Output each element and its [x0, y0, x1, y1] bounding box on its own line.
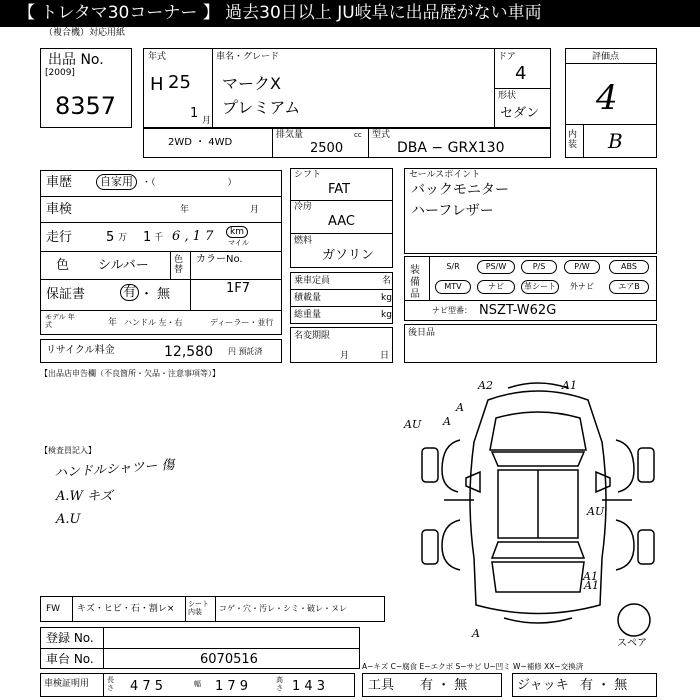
note-line-1: ハンドルシャツー 傷 [53, 457, 175, 482]
model-year-label: モデル 年式 [45, 313, 75, 329]
shape-label: 形状 [498, 91, 517, 101]
sales-label: セールスポイント [409, 170, 481, 180]
interior-label: 内装 [568, 130, 578, 150]
tools-value: 有 ・ 無 [420, 678, 468, 693]
warranty-no: ・ 無 [140, 287, 171, 302]
mark-a-rear: A [472, 627, 480, 640]
mark-a1-rear: A1 [584, 579, 599, 592]
chassis-label: 車台 No. [46, 652, 94, 666]
mileage-label: 走行 [46, 230, 73, 245]
warranty-yes: 有 [120, 284, 139, 301]
recycle-label: リサイクル料金 [46, 345, 115, 356]
color-no-label: カラーNo. [196, 254, 243, 265]
car-grade: プレミアム [222, 98, 301, 117]
mark-au-right: AU [587, 505, 605, 518]
aircon-value: AAC [328, 214, 355, 229]
equip-navi: ナビ [477, 280, 515, 294]
lot-number: 8357 [55, 92, 117, 120]
fw-text: キズ・ヒビ・石・割レ× [77, 604, 175, 614]
tools-label: 工具 [368, 678, 395, 693]
seat-text: コゲ・穴・汚レ・シミ・破レ・ヌレ [219, 604, 347, 613]
capacity-unit: 名 [382, 276, 392, 286]
equip-psw: PS/W [477, 260, 515, 274]
lot-label: 出品 No. [48, 52, 104, 68]
equip-abs: ABS [609, 260, 649, 274]
mileage-c: 6 ‚ 1 7 [172, 229, 214, 244]
history-value: 自家用 [96, 174, 137, 190]
mileage-mile: マイル [228, 239, 249, 247]
navi-value: NSZT-W62G [479, 303, 557, 318]
equip-ext-navi: 外ナビ [564, 280, 600, 294]
score-value: 4 [596, 78, 618, 118]
equipment-label: 装備品 [410, 265, 420, 300]
load-unit: kg [381, 293, 392, 303]
inspection-month: 月 [250, 205, 260, 215]
load-label: 積載量 [294, 293, 322, 303]
mark-a1-right: A1 [583, 570, 598, 583]
warranty-label: 保証書 [46, 287, 86, 302]
note-line-2: A.W キズ [56, 489, 113, 504]
jack-value: 有 ・ 無 [580, 678, 628, 693]
score-label: 評価点 [592, 52, 620, 62]
sales-point-2: ハーフレザー [411, 203, 494, 219]
equip-pw: P/W [564, 260, 600, 274]
recycle-unit: 円 預託済 [228, 347, 263, 356]
later-items-box [404, 324, 657, 363]
equip-ps: P/S [521, 260, 557, 274]
history-rest: ・（ ） [142, 178, 237, 188]
aircon-label: 冷房 [294, 202, 313, 212]
seat-label: シート 内装 [188, 600, 209, 616]
name-change-label: 名変期限 [294, 331, 331, 341]
mileage-b: 1 [143, 230, 152, 245]
length-label: 長さ [107, 676, 114, 692]
year-value: 25 [168, 72, 191, 93]
model-label: 型式 [372, 130, 391, 140]
interior-value: B [608, 129, 623, 153]
equip-sr: S/R [435, 260, 471, 274]
color-change-label: 色替 [174, 255, 184, 275]
doors-value: 4 [515, 63, 527, 84]
mark-au-front: AU [404, 418, 422, 431]
name-change-month: 月 [340, 351, 350, 361]
car-name-label: 車名・グレード [216, 52, 280, 62]
doors-label: ドア [498, 52, 516, 62]
note-line-3: A.U [56, 512, 81, 527]
width-label: 幅 [194, 680, 201, 688]
mark-a-front: A [456, 401, 464, 414]
height-value: 1 4 3 [292, 679, 326, 694]
length-value: 4 7 5 [130, 679, 164, 694]
fw-label: FW [46, 604, 61, 614]
equip-airbag: エアB [609, 280, 649, 294]
shift-value: FAT [328, 182, 351, 197]
color-value: シルバー [98, 258, 149, 273]
model-value: DBA − GRX130 [397, 140, 505, 156]
mileage-a-unit: 万 [118, 233, 128, 243]
year-era: H [150, 74, 164, 95]
model-year-unit: 年 [108, 318, 118, 328]
capacity-label: 乗車定員 [294, 276, 331, 286]
car-name: マークX [222, 74, 281, 93]
weight-label: 総重量 [294, 310, 322, 320]
damage-legend: A−キズ C−腐食 E−エクボ S−サビ U−凹ミ W−補修 XX−交換済 [362, 662, 584, 671]
history-label: 車歴 [46, 175, 73, 190]
chassis-value: 6070516 [200, 652, 258, 667]
month-unit: 月 [202, 116, 212, 126]
car-diagram [400, 370, 670, 650]
height-label: 高さ [276, 676, 283, 692]
sheet-subheading: （複合機）対応用紙 [44, 28, 126, 38]
color-label: 色 [56, 258, 70, 273]
fuel-value: ガソリン [322, 248, 375, 263]
weight-unit: kg [381, 310, 392, 320]
drive-type: 2WD ・ 4WD [168, 137, 233, 148]
width-value: 1 7 9 [215, 679, 249, 694]
handle-side: ハンドル 左・右 [124, 318, 183, 327]
mark-a1-top: A1 [562, 379, 577, 392]
banner-text: 【 トレタマ30コーナー 】 過去30日以上 JU岐阜に出品歴がない車両 [18, 3, 542, 23]
notes-label: 【検査員記入】 [40, 446, 96, 455]
registration-label: 登録 No. [46, 631, 94, 645]
mark-a2: A2 [478, 379, 493, 392]
recycle-value: 12,580 [164, 344, 213, 360]
mileage-a: 5 [106, 230, 115, 245]
equip-mtv: MTV [435, 280, 471, 294]
jack-label: ジャッキ [517, 678, 569, 693]
spare-label: スペア [617, 638, 647, 649]
month-value: 1 [190, 106, 199, 121]
shape-value: セダン [500, 106, 540, 121]
equip-leather: 革シート [521, 280, 559, 294]
displacement-label: 排気量 [276, 130, 304, 140]
report-label: 【出品店申告欄（不良箇所・欠品・注意事項等）】 [40, 369, 220, 378]
lot-box-code: [2009] [45, 68, 75, 78]
mileage-km: km [226, 226, 248, 238]
fuel-label: 燃料 [294, 236, 313, 246]
dealer-type: ディーラー・並行 [210, 318, 274, 327]
displacement-value: 2500 [310, 141, 344, 156]
color-no-value: 1F7 [226, 281, 251, 296]
name-change-day: 日 [380, 351, 390, 361]
inspection-year: 年 [180, 205, 190, 215]
shift-label: シフト [294, 170, 322, 180]
certificate-label: 車検証明用 [44, 679, 90, 689]
sales-point-1: バックモニター [411, 182, 509, 198]
year-label: 年式 [148, 52, 167, 62]
displacement-unit: cc [354, 131, 362, 139]
later-items-label: 後日品 [408, 328, 436, 338]
navi-label: ナビ型番： [432, 306, 472, 315]
inspection-label: 車検 [46, 202, 73, 217]
mileage-b-unit: 千 [154, 233, 164, 243]
mark-a-left: A [443, 415, 451, 428]
